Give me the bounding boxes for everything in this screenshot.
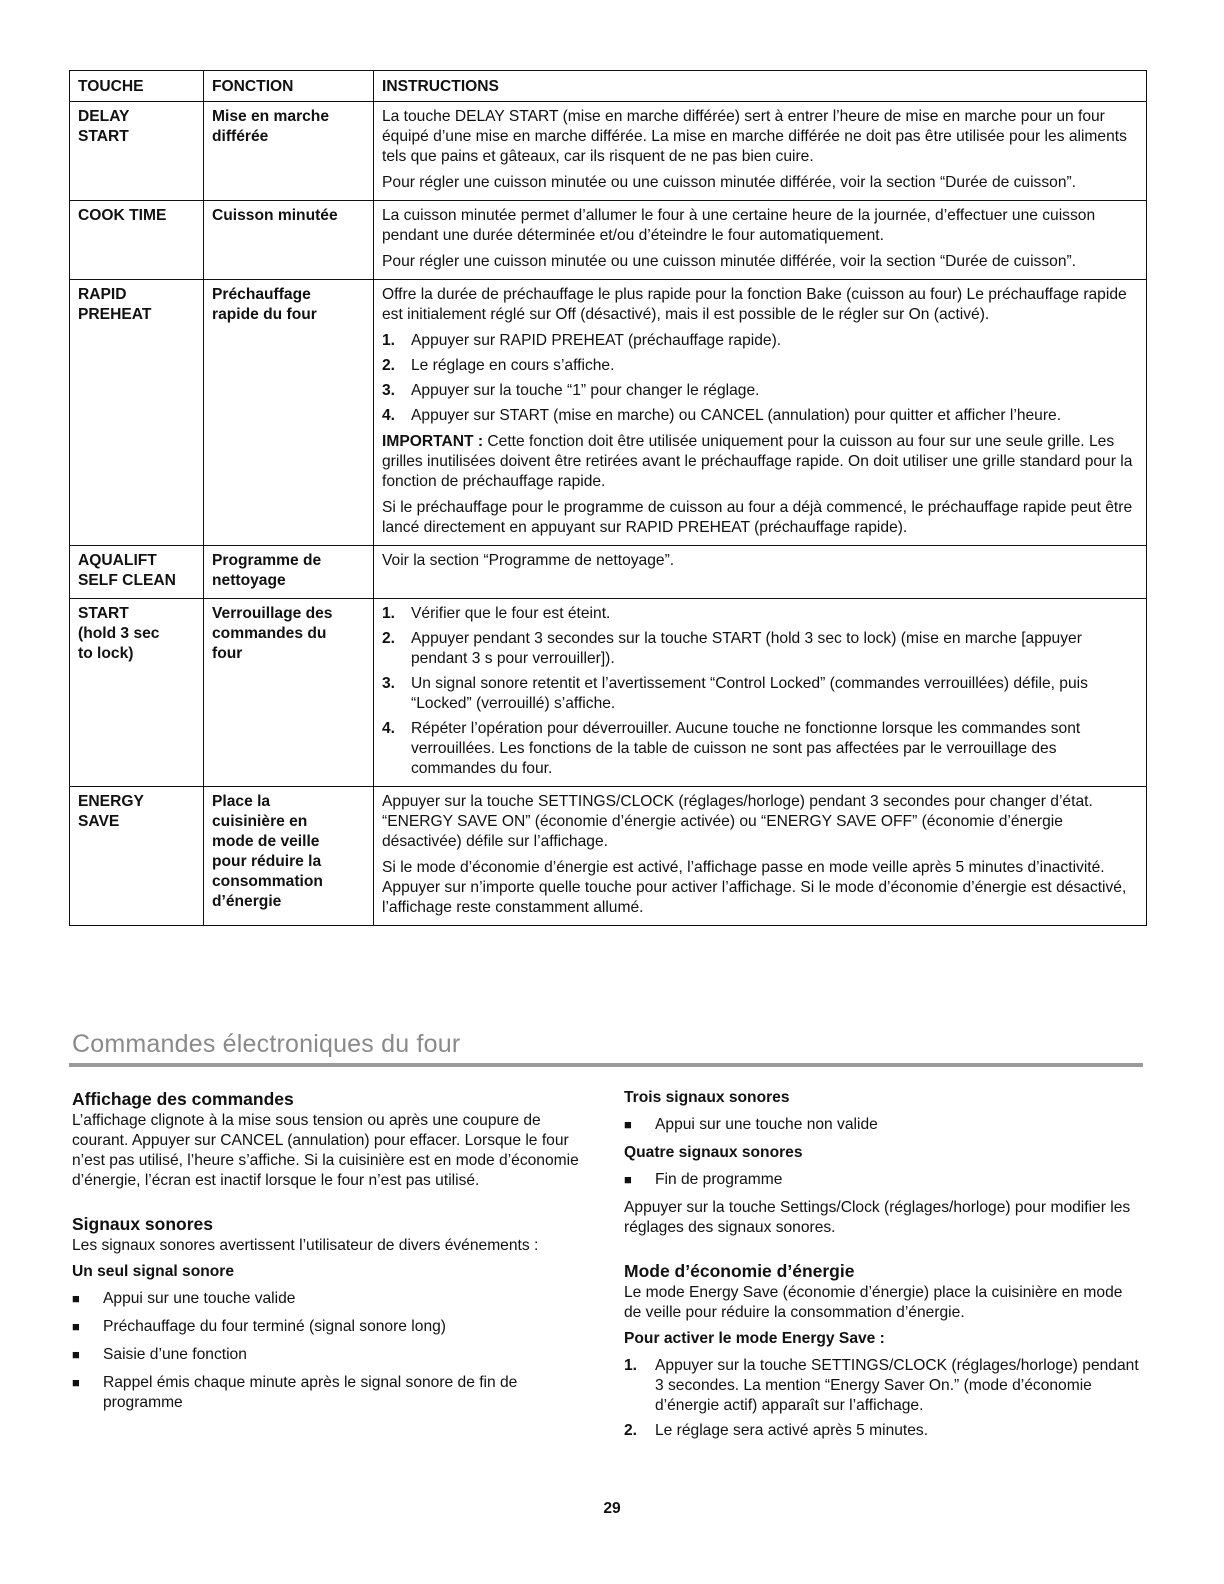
bullet-square-icon: ■ bbox=[624, 1172, 632, 1187]
key-name: DELAY START bbox=[70, 102, 204, 201]
key-name: ENERGY SAVE bbox=[70, 787, 204, 926]
function-name: Verrouillage des commandes du four bbox=[204, 599, 374, 787]
instruction-paragraph: Pour régler une cuisson minutée ou une cuisson minutée différée, voir la section “Durée de cuisson”. bbox=[382, 253, 1077, 270]
display-paragraph: L’affichage clignote à la mise sous tension ou après une coupure de courant. Appuyer sur CANCEL (annulation) pour effacer. Lorsque le four n’est pas utilisé, l’heure s’affiche. Si la cuisinière est en mode d’économie d’énergie, l’écran est inactif lorsque le four n’est pas utilisé. bbox=[72, 1112, 579, 1189]
table-row bbox=[70, 102, 1147, 201]
step-item bbox=[382, 356, 1138, 376]
instruction-paragraph: Pour régler une cuisson minutée ou une cuisson minutée différée, voir la section “Durée de cuisson”. bbox=[382, 174, 1077, 191]
instruction-paragraph: Voir la section “Programme de nettoyage”. bbox=[382, 552, 675, 569]
step-number: 2. bbox=[624, 1422, 638, 1439]
signals-heading: Signaux sonores bbox=[72, 1214, 214, 1234]
important-label: IMPORTANT : bbox=[382, 433, 484, 450]
step-list bbox=[382, 331, 1138, 426]
step-text: Un signal sonore retentit et l’avertissement “Control Locked” (commandes verrouillées) défile, puis “Locked” (verrouillé) s’affiche. bbox=[411, 675, 1088, 712]
function-name: Programme de nettoyage bbox=[204, 546, 374, 599]
list-item bbox=[72, 1289, 584, 1309]
section-title: Commandes électroniques du four bbox=[72, 1030, 461, 1058]
step-item bbox=[382, 719, 1138, 779]
instruction-paragraph: La cuisson minutée permet d’allumer le four à une certaine heure de la journée, d’effectuer une cuisson pendant une durée déterminée et/ou d’éteindre le four automatiquement. bbox=[382, 207, 1096, 244]
bullet-square-icon: ■ bbox=[72, 1347, 80, 1362]
important-text: Cette fonction doit être utilisée uniquement pour la cuisson au four sur une seule grille. Les grilles inutilisées doivent être retirées avant le préchauffage rapide. On doit utiliser une grille standard pour la fonction de préchauffage rapide. bbox=[382, 433, 1133, 490]
step-item bbox=[382, 406, 1138, 426]
step-item bbox=[382, 629, 1138, 669]
step-item bbox=[624, 1421, 1144, 1441]
list-item-text: Préchauffage du four terminé (signal sonore long) bbox=[103, 1318, 446, 1335]
list-item-text: Saisie d’une fonction bbox=[103, 1346, 247, 1363]
three-signals-heading: Trois signaux sonores bbox=[624, 1089, 790, 1106]
list-item bbox=[624, 1115, 1144, 1135]
instruction-paragraph: Offre la durée de préchauffage le plus rapide pour la fonction Bake (cuisson au four) Le préchauffage rapide est initialement réglé sur Off (désactivé), mais il est possible de le régler sur On (activé). bbox=[382, 286, 1127, 323]
instructions-cell bbox=[374, 546, 1147, 599]
table-row bbox=[70, 201, 1147, 280]
activate-heading: Pour activer le mode Energy Save : bbox=[624, 1330, 885, 1347]
four-signals-heading: Quatre signaux sonores bbox=[624, 1144, 803, 1161]
step-item bbox=[382, 331, 1138, 351]
key-name: START (hold 3 sec to lock) bbox=[70, 599, 204, 787]
instruction-paragraph: Si le mode d’économie d’énergie est activé, l’affichage passe en mode veille après 5 minutes d’inactivité. Appuyer sur n’importe quelle touche pour activer l’affichage. Si le mode d’économie d’énergie est désactivé, l’affichage reste constamment allumé. bbox=[382, 859, 1127, 916]
one-signal-list bbox=[72, 1289, 584, 1413]
header-instructions: INSTRUCTIONS bbox=[374, 71, 1147, 102]
eco-mode-paragraph: Le mode Energy Save (économie d’énergie) place la cuisinière en mode de veille pour réduire la consommation d’énergie. bbox=[624, 1284, 1123, 1321]
step-text: Appuyer sur START (mise en marche) ou CANCEL (annulation) pour quitter et afficher l’heure. bbox=[411, 407, 1062, 424]
display-heading: Affichage des commandes bbox=[72, 1089, 294, 1109]
step-text: Le réglage en cours s’affiche. bbox=[411, 357, 615, 374]
key-name: RAPID PREHEAT bbox=[70, 280, 204, 546]
step-number: 1. bbox=[624, 1357, 638, 1374]
list-item bbox=[72, 1317, 584, 1337]
step-number: 2. bbox=[382, 630, 396, 647]
instructions-cell bbox=[374, 280, 1147, 546]
bullet-square-icon: ■ bbox=[72, 1319, 80, 1334]
bullet-square-icon: ■ bbox=[72, 1375, 80, 1390]
function-name: Cuisson minutée bbox=[204, 201, 374, 280]
step-number: 3. bbox=[382, 675, 396, 692]
step-item bbox=[624, 1356, 1144, 1416]
step-text: Appuyer sur la touche “1” pour changer le réglage. bbox=[411, 382, 760, 399]
table-row bbox=[70, 599, 1147, 787]
header-fonction: FONCTION bbox=[204, 71, 374, 102]
list-item-text: Appui sur une touche valide bbox=[103, 1290, 296, 1307]
step-number: 2. bbox=[382, 357, 396, 374]
three-signals-list bbox=[624, 1115, 1144, 1135]
function-name: Mise en marche différée bbox=[204, 102, 374, 201]
step-item bbox=[382, 381, 1138, 401]
function-name: Préchauffage rapide du four bbox=[204, 280, 374, 546]
step-item bbox=[382, 674, 1138, 714]
step-list bbox=[382, 604, 1138, 779]
key-function-table bbox=[69, 70, 1147, 926]
step-item bbox=[382, 604, 1138, 624]
list-item bbox=[624, 1170, 1144, 1190]
page-number: 29 bbox=[603, 1500, 621, 1517]
step-text: Vérifier que le four est éteint. bbox=[411, 605, 611, 622]
bullet-square-icon: ■ bbox=[624, 1117, 632, 1132]
instruction-paragraph: Si le préchauffage pour le programme de cuisson au four a déjà commencé, le préchauffage rapide peut être lancé directement en appuyant sur RAPID PREHEAT (préchauffage rapide). bbox=[382, 499, 1133, 536]
step-text: Appuyer sur RAPID PREHEAT (préchauffage rapide). bbox=[411, 332, 782, 349]
right-column bbox=[624, 1088, 1144, 1446]
step-text: Appuyer pendant 3 secondes sur la touche START (hold 3 sec to lock) (mise en marche [appuyer pendant 3 s pour verrouiller]). bbox=[411, 630, 1082, 667]
instructions-cell bbox=[374, 787, 1147, 926]
instruction-paragraph: La touche DELAY START (mise en marche différée) sert à entrer l’heure de mise en marche pour un four équipé d’une mise en marche différée. La mise en marche différée ne doit pas être utilisée pour les aliments tels que pains et gâteaux, car ils risquent de ne pas bien cuire. bbox=[382, 108, 1127, 165]
step-number: 4. bbox=[382, 407, 396, 424]
section-divider bbox=[69, 1063, 1143, 1067]
step-number: 1. bbox=[382, 605, 396, 622]
list-item bbox=[72, 1373, 584, 1413]
table-row bbox=[70, 280, 1147, 546]
one-signal-heading: Un seul signal sonore bbox=[72, 1263, 235, 1280]
important-note bbox=[382, 432, 1138, 492]
step-text: Le réglage sera activé après 5 minutes. bbox=[655, 1422, 929, 1439]
settings-paragraph: Appuyer sur la touche Settings/Clock (réglages/horloge) pour modifier les réglages des signaux sonores. bbox=[624, 1199, 1131, 1236]
step-text: Répéter l’opération pour déverrouiller. Aucune touche ne fonctionne lorsque les commandes sont verrouillées. Les fonctions de la table de cuisson ne sont pas affectées par le verrouillage des commandes du four. bbox=[411, 720, 1081, 777]
step-text: Appuyer sur la touche SETTINGS/CLOCK (réglages/horloge) pendant 3 secondes. La mention “Energy Saver On.” (mode d’économie d’énergie actif) apparaît sur l’affichage. bbox=[655, 1357, 1139, 1414]
activate-steps bbox=[624, 1356, 1144, 1441]
step-number: 3. bbox=[382, 382, 396, 399]
list-item-text: Fin de programme bbox=[655, 1171, 783, 1188]
list-item bbox=[72, 1345, 584, 1365]
key-name: COOK TIME bbox=[70, 201, 204, 280]
list-item-text: Appui sur une touche non valide bbox=[655, 1116, 878, 1133]
instructions-cell bbox=[374, 201, 1147, 280]
table-row bbox=[70, 546, 1147, 599]
instructions-cell bbox=[374, 102, 1147, 201]
list-item-text: Rappel émis chaque minute après le signal sonore de fin de programme bbox=[103, 1374, 518, 1411]
key-name: AQUALIFT SELF CLEAN bbox=[70, 546, 204, 599]
signals-paragraph: Les signaux sonores avertissent l’utilisateur de divers événements : bbox=[72, 1237, 539, 1254]
function-name: Place la cuisinière en mode de veille pour réduire la consommation d’énergie bbox=[204, 787, 374, 926]
table-row bbox=[70, 787, 1147, 926]
instructions-cell bbox=[374, 599, 1147, 787]
step-number: 1. bbox=[382, 332, 396, 349]
step-number: 4. bbox=[382, 720, 396, 737]
header-touche: TOUCHE bbox=[70, 71, 204, 102]
left-column bbox=[72, 1088, 584, 1421]
table-header-row bbox=[70, 71, 1147, 102]
four-signals-list bbox=[624, 1170, 1144, 1190]
eco-mode-heading: Mode d’économie d’énergie bbox=[624, 1261, 855, 1281]
bullet-square-icon: ■ bbox=[72, 1291, 80, 1306]
instruction-paragraph: Appuyer sur la touche SETTINGS/CLOCK (réglages/horloge) pendant 3 secondes pour changer d’état. “ENERGY SAVE ON” (économie d’énergie activée) ou “ENERGY SAVE OFF” (économie d’énergie désactivée) défile sur l’affichage. bbox=[382, 793, 1093, 850]
